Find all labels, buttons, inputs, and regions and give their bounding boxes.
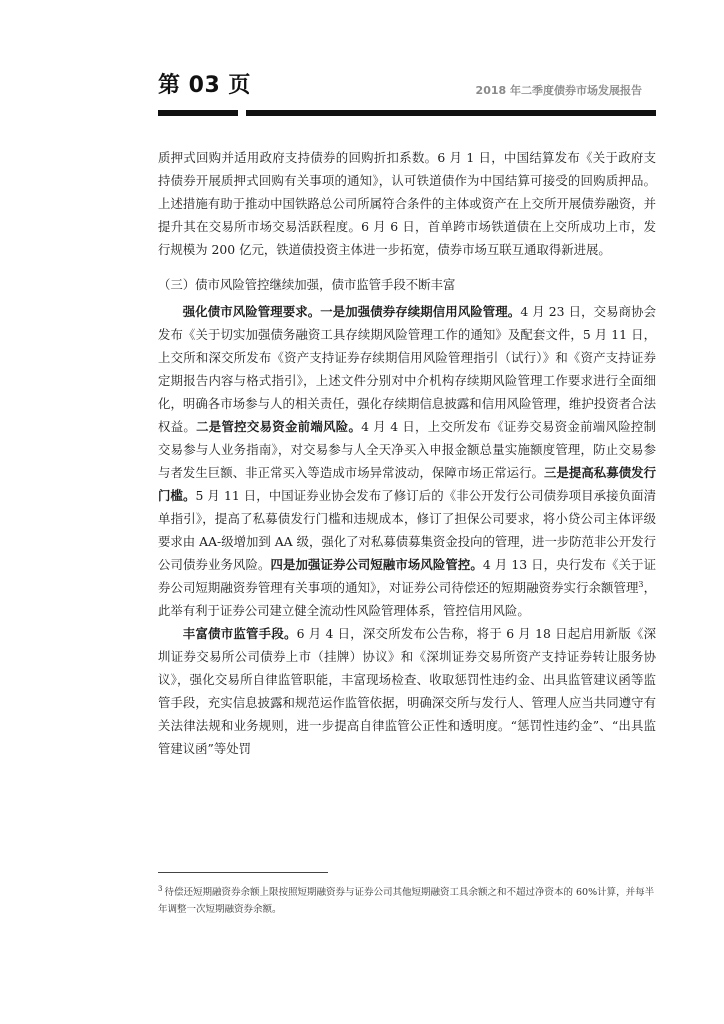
text-2: 4 月 4 日，上交所发布《证券交易资金前端风险控制交易参与人业务指南》，对交易参与人全天净买入申报金额总量实施额度管理，防止交易参与者发生巨额、非正常买入等造成市场异常波动，保障市场正常运行。	[158, 419, 656, 480]
paragraph-railway-bonds: 质押式回购并适用政府支持债券的回购折扣系数。6 月 1 日，中国结算发布《关于政府支持债券开展质押式回购有关事项的通知》，认可铁道债作为中国结算可接受的回购质押品。上述措施有助于推动中国铁路总公司所属符合条件的主体或资产在上交所开展债券融资，并提升其在交易所市场交易活跃程度。6 月 6 日，首单跨市场铁道债在上交所成功上市，发行规模为 200 亿元，铁道债投资主体进一步拓宽，债券市场互联互通取得新进展。	[158, 150, 656, 257]
paragraph-risk-management	[158, 300, 656, 622]
text-1: 4 月 23 日，交易商协会发布《关于切实加强债务融资工具存续期风险管理工作的通知》及配套文件，5 月 11 日，上交所和深交所发布《资产支持证券存续期信用风险管理指引（试行）》和《资产支持证券定期报告内容与格式指引》，上述文件分别对中介机构存续期风险管理工作要求进行全面细化，明确各市场参与人的相关责任，强化存续期信息披露和信用风险管理，维护投资者合法权益。	[158, 304, 657, 434]
bold-lead-5: 丰富债市监管手段。	[182, 626, 297, 641]
text-3: 5 月 11 日，中国证券业协会发布了修订后的《非公开发行公司债券项目承接负面清单指引》，提高了私募债发行门槛和违规成本，修订了担保公司要求，将小贷公司主体评级要求由 AA-级增加到 AA 级，强化了对私募债募集资金投向的管理，进一步防范非公开发行公司债券业务风险。	[158, 488, 657, 572]
text-4b: ，此举有利于证券公司建立健全流动性风险管理体系，管控信用风险。	[158, 580, 656, 618]
bold-lead-2: 二是管控交易资金前端风险。	[196, 419, 362, 434]
body-text	[158, 146, 656, 760]
header-rule-right	[246, 110, 656, 116]
page-number: 第 03 页	[158, 73, 251, 98]
report-title: 2018 年二季度债券市场发展报告	[475, 84, 642, 97]
footnote-mark: 3	[158, 884, 163, 893]
bold-lead-3: 三是提高私募债发行门槛。	[158, 465, 657, 503]
footnote-separator	[158, 872, 328, 873]
footnote	[158, 884, 656, 918]
text-5: 6 月 4 日，深交所发布公告称，将于 6 月 18 日起启用新版《深圳证券交易所公司债券上市（挂牌）协议》和《深圳证券交易所资产支持证券转让服务协议》，强化交易所自律监管职能，丰富现场检查、收取惩罚性违约金、出具监管建议函等监管手段，充实信息披露和规范运作监管依据，明确深交所与发行人、管理人应当共同遵守有关法律法规和业务规则，进一步提高自律监管公正性和透明度。“惩罚性违约金”、“出具监管建议函”等处罚	[158, 626, 657, 756]
footnote-reference[interactable]: 3	[638, 579, 644, 589]
section-heading: （三）债市风险管控继续加强，债市监管手段不断丰富	[158, 277, 456, 292]
text-4a: 4 月 13 日，央行发布《关于证券公司短期融资券管理有关事项的通知》，对证券公司待偿还的短期融资券实行余额管理	[158, 557, 657, 595]
header-rule-left	[158, 110, 238, 116]
bold-lead-4: 四是加强证券公司短融市场风险管控。	[270, 557, 483, 572]
footnote-text: 待偿还短期融资券余额上限按照短期融资券与证券公司其他短期融资工具余额之和不超过净资本的 60%计算，并每半年调整一次短期融资券余额。	[158, 887, 655, 915]
paragraph-supervision-means	[158, 622, 656, 760]
bold-lead-1: 强化债市风险管理要求。一是加强债券存续期信用风险管理。	[182, 304, 521, 319]
